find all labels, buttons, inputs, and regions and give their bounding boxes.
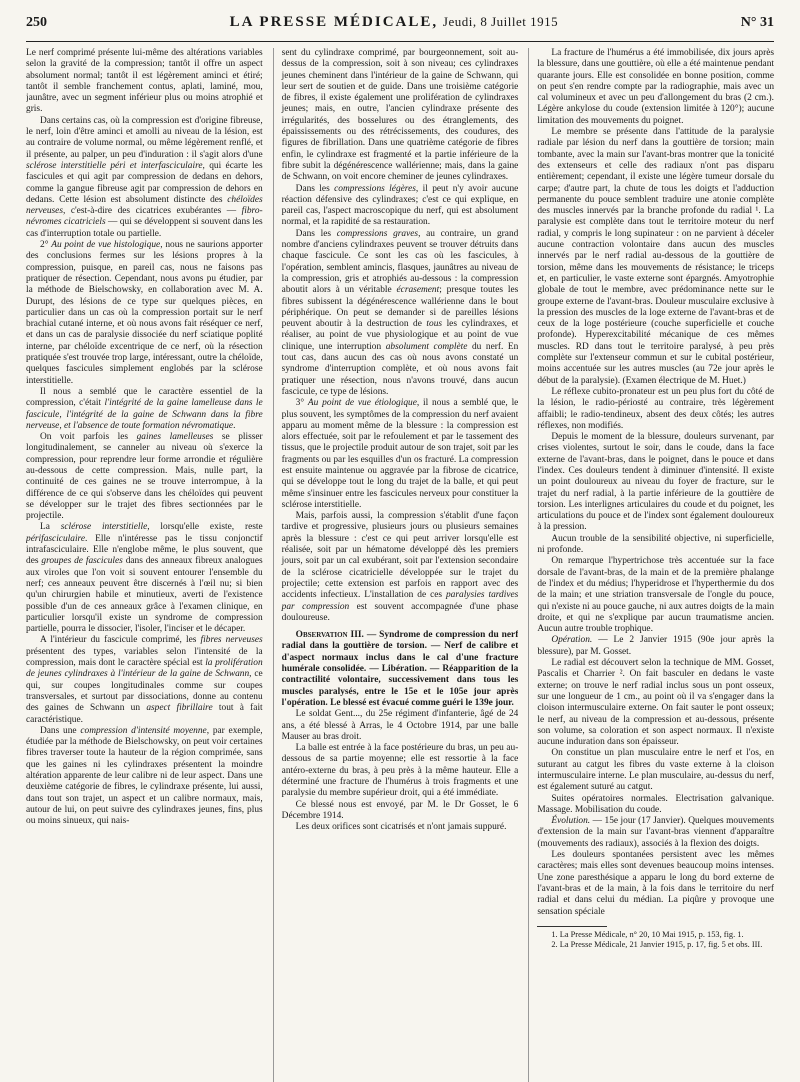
paragraph: Le radial est découvert selon la technique de MM. Gosset, Pascalis et Charrier ². On fait basculer en dedans le vaste externe; on trouve le nerf radial inclus sous un pont osseux, sur une longueur de 1 cm., au point où il va s'engager dans la cloison intermusculaire externe. On fait sauter le pont osseux; le nerf, au niveau de la compression et au-dessous, présente son volume, sa coloration et son aspect normaux. Il n'existe aucune induration dans son épaisseur.: [537, 658, 775, 748]
paragraph: 3° Au point de vue étiologique, il nous a semblé que, le plus souvent, les symptômes de la compression du nerf avaient apparu au moment même de la blessure : la compression est alors effectuée, soit par le refoulement et par le tassement des tissus, que le projectile produit autour de son trajet, soit par les fragments ou par les esquilles d'un os fracturé. La compression est ensuite maintenue ou aggravée par la fibrose de cicatrice, qui se développe tout le long du trajet de la balle, et qui peut même s'insinuer entre les fascicules nerveux pour constituer la sclérose interstitielle.: [281, 398, 519, 510]
footnote: 2. La Presse Médicale, 21 Janvier 1915, p. 17, fig. 5 et obs. III.: [551, 939, 763, 949]
paragraph: Opération. — Le 2 Janvier 1915 (90e jour après la blessure), par M. Gosset.: [537, 635, 775, 657]
paragraph: Ce blessé nous est envoyé, par M. le Dr Gosset, le 6 Décembre 1914.: [281, 799, 519, 821]
page-header: [26, 14, 774, 42]
paragraph: Suites opératoires normales. Electrisation galvanique. Massage. Mobilisation du coude.: [537, 793, 775, 815]
text-columns: [26, 48, 774, 1082]
paragraph: Le membre se présente dans l'attitude de la paralysie radiale par lésion du nerf dans la gouttière de torsion; main tombante, avec la main sur l'avant-bras montrer que la tonicité des extenseurs et celle des radiaux n'ont pas disparu entièrement; cependant, il existe une légère tumeur dorsale du carpe; d'autre part, la chute de tous les doigts et l'adduction permanente du pouce semblent traduire une atonie complète des muscles innervés par la branche profonde du radial ¹. La paralysie est complète dans tout le territoire moteur du nerf radial, y compris le long supinateur : on ne parvient à déceler aucune contraction volontaire dans aucun des muscles innervés par le nerf radial au-dessous de la gouttière de torsion, même dans les mouvements de résistance; le triceps et, en particulier, le vaste externe sont épargnés. Amyotrophie globale de tout le membre, avec prédominance nette sur le groupe externe de l'avant-bras. Douleur musculaire exclusive à la pression des muscles de la loge externe de l'avant-bras et de ceux de la loge postérieure (couche superficielle et couche profonde). Hyperexcitabilité mécanique de ces mêmes muscles. RD dans tout le territoire paralysé, à peu près complète sur l'extenseur commun et sur le cubital postérieur, moins accentuée sur les autres muscles (au 72e jour après le début de la paralysie). (Examen électrique de M. Huet.): [537, 127, 775, 386]
paragraph: Le nerf comprimé présente lui-même des altérations variables selon la gravité de la compression; tantôt il offre un aspect absolument normal; tantôt il est légèrement aminci et étiré; tantôt il semble franchement contus, aplati, laminé, mou, jaunâtre, avec un segment inférieur plus ou moins atrophié et gris.: [26, 48, 263, 115]
paragraph: Dans une compression d'intensité moyenne, par exemple, étudiée par la méthode de Bielschowsky, on peut voir certaines fibres traverser toute la hauteur de la région comprimée, sans que les gaines ni les cylindraxes présentent la moindre altération apparente de leur calibre ni de leur aspect. Dans une deuxième catégorie de fibres, le cylindraxe présente, lui aussi, dans tout son trajet, un aspect et un calibre normaux, mais, autour de lui, on peut suivre des cylindraxes jeunes, fins, plus ou moins sinueux, qui nais-: [26, 725, 263, 827]
paragraph: Depuis le moment de la blessure, douleurs survenant, par crises violentes, surtout le soir, dans le coude, dans la face externe de l'avant-bras, dans le poignet, dans le pouce et dans l'index. Ces douleurs tendent à diminuer d'intensité. Il existe un point douloureux au niveau du foyer de fracture, sur le trajet du nerf radial, à la partie inférieure de la gouttière de torsion. Les interlignes articulaires du coude et du poignet, les articulations du pouce et de l'index sont également douloureux à la pression.: [537, 432, 775, 533]
paragraph: Les douleurs spontanées persistent avec les mêmes caractères; mais elles sont devenues beaucoup moins intenses. Une zone paresthésique a apparu le long du bord externe de l'avant-bras et de la main, à la fois dans le territoire du nerf radial et dans celui du médian. La piqûre y provoque une sensation spéciale: [537, 850, 775, 917]
footnote-rule: [537, 926, 607, 927]
footnote: 1. La Presse Médicale, n° 20, 10 Mai 1915, p. 153, fig. 1.: [551, 929, 744, 939]
paragraph: Dans les compressions légères, il peut n'y avoir aucune réaction défensive des cylindraxes; c'est ce qui explique, en pareil cas, l'aspect macroscopique du nerf, qui est absolument normal, et la rapidité de sa restauration.: [281, 183, 519, 228]
paragraph: Il nous a semblé que le caractère essentiel de la compression, c'était l'intégrité de la gaine lamelleuse dans le fascicule, l'intégrité de la gaine de Schwann dans la fibre nerveuse, et l'absence de toute formation névromatique.: [26, 386, 263, 431]
paragraph: Mais, parfois aussi, la compression s'établit d'une façon tardive et progressive, plusieurs jours ou plusieurs semaines après la blessure : c'est ce qui peut arriver lorsqu'elle est réalisée, soit par un hématome développé dès les premiers jours, soit par un cal exubérant, soit par l'extension secondaire de la sclérose cicatricielle développée sur le trajet du projectile; cette extension est parfois en rapport avec des accidents infectieux. L'installation de ces paralysies tardives par compression est souvent accompagnée d'une phase douloureuse.: [281, 511, 519, 623]
paragraph: sent du cylindraxe comprimé, par bourgeonnement, soit au-dessus de la compression, soit à son niveau; ces cylindraxes jeunes cheminent dans l'intérieur de la gaine de Schwann, qui leur sert de soutien et de guide. Dans une troisième catégorie de fibres, il existe également une prolifération de cylindraxes jeunes; mais, en outre, l'ancien cylindraxe présente des irrégularités, des bosselures ou des étranglements, des épaississements ou des rétrécissements, des coudures, des figures de fibrillation. Dans une quatrième catégorie de fibres enfin, le cylindraxe est fragmenté et la partie inférieure de la fibre subit la dégénérescence wallérienne; mais, dans la gaine de Schwann, on voit encore cheminer de jeunes cylindraxes.: [281, 48, 519, 183]
paragraph: Le réflexe cubito-pronateur est un peu plus fort du côté de la lésion, le radio-périosté au contraire, très légèrement affaibli; le radio-tendineux, absent des deux côtés; les autres réflexes, non modifiés.: [537, 386, 775, 431]
paragraph: La fracture de l'humérus a été immobilisée, dix jours après la blessure, dans une gouttière, où elle a été maintenue pendant quarante jours. Elle est consolidée en bonne position, comme on peut s'en rendre compte par la radiographie, mais avec un cal volumineux et avec un peu d'allongement du bras (2 cm.). Légère ankylose du coude (extension limitée à 120°); aucune limitation des mouvements du poignet.: [537, 48, 775, 126]
paragraph: 2° Au point de vue histologique, nous ne saurions apporter des conclusions fermes sur les lésions propres à la compression, puisque, en pareil cas, nous ne faisons pas pratiquer de résection. Cependant, nous avons pu étudier, par la méthode de Bielschowsky, en collaboration avec M. A. Durupt, des lésions de ce type sur quelques pièces, en particulier dans un cas où la compression portait sur le nerf brachial cutané interne, et où nous avons fait réséquer ce nerf, et dans un cas de paralysie dissociée du nerf sciatique poplité interne, par chéloïde excentrique de ce nerf, où la résection pratiquée s'est trouvée trop large, intéressant, outre la chéloïde, quelques fascicules simplement englobés par la sclérose interstitielle.: [26, 240, 263, 386]
issue-date: Jeudi, 8 Juillet 1915: [442, 14, 559, 29]
paragraph: Le soldat Gent..., du 25e régiment d'infanterie, âgé de 24 ans, a été blessé à Arras, le 4 Octobre 1914, par une balle Mauser au bras droit.: [281, 709, 519, 742]
paragraph: On voit parfois les gaines lamelleuses se plisser longitudinalement, se canneler au niveau où s'exerce la compression, pour reprendre leur forme arrondie et régulière au-dessous de cette compression. Mais, nulle part, la continuité de ces gaines ne se trouve interrompue, à la différence de ce qui s'observe dans les chéloïdes qui peuvent se développer sur le trajet des fibres sectionnées par le projectile.: [26, 432, 263, 522]
column-1: [26, 48, 263, 1082]
journal-name: LA PRESSE MÉDICALE,: [229, 14, 439, 30]
observation-heading: Observation III. — Syndrome de compression du nerf radial dans la gouttière de torsion. — Nerf de calibre et d'aspect normaux inclus dans le cal d'une fracture humérale consolidée. — Libération. — Réapparition de la contractilité volontaire, successivement dans tous les muscles paralysés, entre le 15e et le 105e jour après l'opération. Le blessé est évacué comme guéri le 139e jour.: [281, 630, 519, 708]
running-title: [230, 14, 558, 31]
paragraph: A l'intérieur du fascicule comprimé, les fibres nerveuses présentent des types, variables selon l'intensité de la compression, mais dont le caractère spécial est la prolifération de jeunes cylindraxes à l'intérieur de la gaine de Schwann, ce qui, sur coupes longitudinales comme sur coupes transversales, et surtout par dissociations, donne au contenu des gaines de Schwann un aspect fibrillaire tout à fait caractéristique.: [26, 635, 263, 725]
paragraph: Aucun trouble de la sensibilité objective, ni superficielle, ni profonde.: [537, 533, 775, 556]
paragraph: La balle est entrée à la face postérieure du bras, un peu au-dessous de sa partie moyenne; elle est ressortie à la face antéro-externe du bras, à peu près à la même hauteur. Elle a déterminé une fracture de l'humérus à trois fragments et une paralysie du membre supérieur droit, qui a été immédiate.: [281, 743, 519, 799]
paragraph: Évolution. — 15e jour (17 Janvier). Quelques mouvements d'extension de la main sur l'avant-bras viennent d'apparaître (mouvements des radiaux), associés à la flexion des doigts.: [537, 816, 775, 849]
paragraph: Dans les compressions graves, au contraire, un grand nombre d'anciens cylindraxes peuvent se trouver détruits dans chaque fascicule. Ce sont les cas où les fascicules, à l'opération, semblent amincis, flasques, jaunâtres au niveau de la compression, gris et atrophiés au-dessous : la compression aboutit alors à un véritable écrasement; presque toutes les fibres subissent la dégénérescence wallérienne dans le bout périphérique. On peut se demander si de pareilles lésions peuvent aboutir à la destruction de tous les cylindraxes, et réaliser, au point de vue physiologique et au point de vue clinique, une interruption absolument complète du nerf. En tout cas, dans aucun des cas où nous avons constaté un syndrome d'interruption complète, et où nous avons fait pratiquer une résection, nous n'avons trouvé, dans aucun fascicule, ce type de lésions.: [281, 228, 519, 397]
paragraph: La sclérose interstitielle, lorsqu'elle existe, reste périfasciculaire. Elle n'intéresse pas le tissu conjonctif intrafasciculaire. Elle n'englobe même, le plus souvent, que des groupes de fascicules dans des anneaux fibreux analogues aux viroles que l'on voit si souvent entourer l'ensemble du nerf; ces anneaux peuvent être discernés à l'œil nu; si bien qu'un chirurgien habile et minutieux, averti de l'existence possible d'un de ces anneaux grâce à l'examen clinique, en particulier lorsqu'il existe un syndrome de compression partielle, pourra le dissocier, l'isoler, l'inciser et le décaper.: [26, 522, 263, 635]
paragraph: Les deux orifices sont cicatrisés et n'ont jamais suppuré.: [295, 822, 507, 833]
paragraph: On remarque l'hypertrichose très accentuée sur la face dorsale de l'avant-bras, de la main et de la première phalange de l'index et du médius; l'hyperidrose et l'hyperthermie du dos de la main; et une striation transversale de l'ongle du pouce, qui n'existe ni au pouce gauche, ni aux autres doigts de la main droite, et qui ne s'explique par aucun traumatisme ancien. Aucun autre trouble trophique.: [537, 556, 775, 635]
column-3: [528, 48, 774, 1082]
issue-number: N° 31: [740, 15, 774, 30]
paragraph: On constitue un plan musculaire entre le nerf et l'os, en suturant au catgut les fibres du vaste externe à la cloison intermusculaire interne. Le plan musculaire, au-dessus du nerf, est également suturé au catgut.: [537, 748, 775, 793]
page-number: 250: [26, 15, 47, 30]
column-2: [273, 48, 519, 1082]
paragraph: Dans certains cas, où la compression est d'origine fibreuse, le nerf, loin d'être aminci et amolli au niveau de la lésion, est au contraire de volume normal, ou même légèrement renflé, et il présente, au palper, un peu d'induration : il s'agit alors d'une sclérose interstitielle péri et interfasciculaire, qui écarte les fascicules et qui agit par compression de dedans en dehors, comme la gangue fibreuse agit par compression de dehors en dedans. Cette lésion est absolument distincte des chéloïdes nerveuses, c'est-à-dire des cicatrices exubérantes — fibro-névromes cicatriciels — qui se développent si souvent dans les cas d'interruption totale ou partielle.: [26, 115, 263, 239]
